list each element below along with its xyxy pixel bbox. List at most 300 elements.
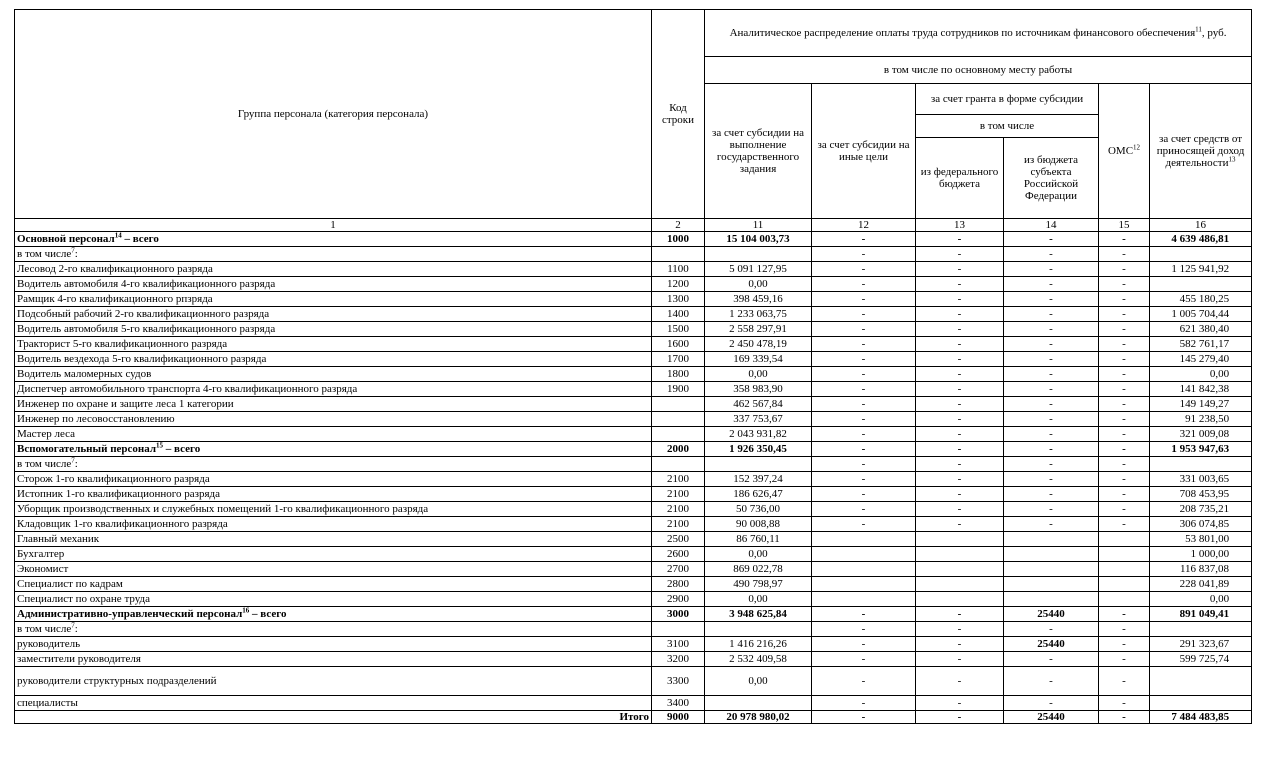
table-row [15, 382, 1252, 397]
row-name: в том числе$^7$: [15, 457, 652, 472]
row-c15: - [1099, 696, 1150, 711]
row-c16: 0,00 [1150, 592, 1252, 607]
row-c14: - [1004, 487, 1099, 502]
row-c15: - [1099, 652, 1150, 667]
col-number: 2 [652, 219, 705, 232]
row-c15: - [1099, 487, 1150, 502]
row-c14: - [1004, 517, 1099, 532]
row-c11: 0,00 [705, 277, 812, 292]
row-code: 2100 [652, 487, 705, 502]
table-row [15, 622, 1252, 637]
row-c12: - [812, 622, 916, 637]
row-c14: - [1004, 502, 1099, 517]
row-c12: - [812, 502, 916, 517]
row-c12: - [812, 382, 916, 397]
row-c14: - [1004, 397, 1099, 412]
row-name: Вспомогательный персонал$^{15}$ – всего [15, 442, 652, 457]
row-c14: - [1004, 367, 1099, 382]
row-c16: 455 180,25 [1150, 292, 1252, 307]
table-row [15, 472, 1252, 487]
row-c11: 2 558 297,91 [705, 322, 812, 337]
row-c14: 25440 [1004, 607, 1099, 622]
row-c14 [1004, 532, 1099, 547]
header-grant-incl: в том числе [916, 115, 1099, 138]
row-c11: 0,00 [705, 547, 812, 562]
row-c15: - [1099, 307, 1150, 322]
row-code: 2500 [652, 532, 705, 547]
row-c14 [1004, 577, 1099, 592]
row-c16: 1 125 941,92 [1150, 262, 1252, 277]
row-name: Водитель автомобиля 4-го квалификационного разряда [15, 277, 652, 292]
row-c12 [812, 547, 916, 562]
table-row [15, 502, 1252, 517]
row-c16: 116 837,08 [1150, 562, 1252, 577]
row-c15: - [1099, 247, 1150, 262]
row-c13 [916, 532, 1004, 547]
row-code: 1600 [652, 337, 705, 352]
table-row [15, 637, 1252, 652]
row-c13: - [916, 307, 1004, 322]
row-c11: 1 926 350,45 [705, 442, 812, 457]
row-c11: 0,00 [705, 367, 812, 382]
table-row [15, 247, 1252, 262]
row-c13: - [916, 247, 1004, 262]
row-c16 [1150, 696, 1252, 711]
row-c15: - [1099, 277, 1150, 292]
col-number: 12 [812, 219, 916, 232]
row-c12: - [812, 637, 916, 652]
row-c14: - [1004, 442, 1099, 457]
row-c14: - [1004, 277, 1099, 292]
table-row [15, 442, 1252, 457]
row-c15: - [1099, 442, 1150, 457]
row-name: в том числе$^7$: [15, 247, 652, 262]
row-c14: - [1004, 696, 1099, 711]
row-name: Лесовод 2-го квалификационного разряда [15, 262, 652, 277]
row-c13: - [916, 607, 1004, 622]
row-c14: - [1004, 472, 1099, 487]
row-name: Подсобный рабочий 2-го квалификационного разряда [15, 307, 652, 322]
row-c16: 141 842,38 [1150, 382, 1252, 397]
row-code: 3200 [652, 652, 705, 667]
row-c16: 228 041,89 [1150, 577, 1252, 592]
table-row [15, 412, 1252, 427]
row-c12: - [812, 442, 916, 457]
total-c13: - [916, 711, 1004, 724]
column-numbers-row [15, 219, 1252, 232]
total-label: Итого [15, 711, 652, 724]
row-c15 [1099, 577, 1150, 592]
row-name: Главный механик [15, 532, 652, 547]
row-c14: - [1004, 622, 1099, 637]
row-c11: 398 459,16 [705, 292, 812, 307]
row-name: Инженер по лесовосстановлению [15, 412, 652, 427]
row-code [652, 397, 705, 412]
row-c11 [705, 457, 812, 472]
row-c12: - [812, 337, 916, 352]
row-c14: - [1004, 382, 1099, 397]
row-c12: - [812, 352, 916, 367]
row-code: 3400 [652, 696, 705, 711]
row-code: 2900 [652, 592, 705, 607]
row-code: 1300 [652, 292, 705, 307]
row-name: Водитель автомобиля 5-го квалификационного разряда [15, 322, 652, 337]
row-c15: - [1099, 397, 1150, 412]
table-row [15, 652, 1252, 667]
row-c15: - [1099, 367, 1150, 382]
row-c12 [812, 562, 916, 577]
table-row [15, 352, 1252, 367]
row-c16: 306 074,85 [1150, 517, 1252, 532]
table-row [15, 562, 1252, 577]
row-c16: 145 279,40 [1150, 352, 1252, 367]
row-name: Уборщик производственных и служебных помещений 1-го квалификационного разряда [15, 502, 652, 517]
row-c14: 25440 [1004, 637, 1099, 652]
row-name: руководители структурных подразделений [15, 667, 652, 696]
row-c12: - [812, 262, 916, 277]
row-code [652, 247, 705, 262]
row-c16 [1150, 277, 1252, 292]
row-c13: - [916, 667, 1004, 696]
row-c12: - [812, 277, 916, 292]
table-row [15, 517, 1252, 532]
row-c11: 490 798,97 [705, 577, 812, 592]
row-c15: - [1099, 292, 1150, 307]
row-c12: - [812, 472, 916, 487]
total-c11: 20 978 980,02 [705, 711, 812, 724]
row-name: Водитель вездехода 5-го квалификационного разряда [15, 352, 652, 367]
row-c14: - [1004, 307, 1099, 322]
row-c14: - [1004, 262, 1099, 277]
row-name: Водитель маломерных судов [15, 367, 652, 382]
row-c13 [916, 562, 1004, 577]
row-c16: 321 009,08 [1150, 427, 1252, 442]
row-code [652, 622, 705, 637]
row-c12: - [812, 457, 916, 472]
row-c16 [1150, 622, 1252, 637]
row-name: Кладовщик 1-го квалификационного разряда [15, 517, 652, 532]
row-name: Тракторист 5-го квалификационного разряда [15, 337, 652, 352]
row-c11: 90 008,88 [705, 517, 812, 532]
row-c12 [812, 577, 916, 592]
row-c11 [705, 696, 812, 711]
row-c12: - [812, 412, 916, 427]
col-number: 15 [1099, 219, 1150, 232]
row-c15 [1099, 532, 1150, 547]
table-row [15, 307, 1252, 322]
row-c15: - [1099, 517, 1150, 532]
row-code: 2100 [652, 517, 705, 532]
header-analytic: Аналитическое распределение оплаты труда сотрудников по источникам финансового обеспечения$^{11}$, руб. [705, 10, 1252, 57]
row-code: 2100 [652, 502, 705, 517]
table-row [15, 457, 1252, 472]
row-c14 [1004, 592, 1099, 607]
row-c14 [1004, 562, 1099, 577]
row-code: 1800 [652, 367, 705, 382]
row-c16: 582 761,17 [1150, 337, 1252, 352]
row-c11: 50 736,00 [705, 502, 812, 517]
row-c13: - [916, 652, 1004, 667]
row-c12: - [812, 367, 916, 382]
row-c11: 1 233 063,75 [705, 307, 812, 322]
row-c16: 4 639 486,81 [1150, 232, 1252, 247]
row-c15: - [1099, 637, 1150, 652]
row-c11: 15 104 003,73 [705, 232, 812, 247]
row-c13 [916, 592, 1004, 607]
col-number: 16 [1150, 219, 1252, 232]
total-code: 9000 [652, 711, 705, 724]
row-c16: 1 005 704,44 [1150, 307, 1252, 322]
row-c13: - [916, 622, 1004, 637]
row-c11: 5 091 127,95 [705, 262, 812, 277]
row-code: 1500 [652, 322, 705, 337]
row-name: Истопник 1-го квалификационного разряда [15, 487, 652, 502]
row-c12: - [812, 247, 916, 262]
row-name: Административно-управленческий персонал$^{16}$ – всего [15, 607, 652, 622]
table-row [15, 592, 1252, 607]
row-c16 [1150, 667, 1252, 696]
row-c15: - [1099, 472, 1150, 487]
row-c13: - [916, 337, 1004, 352]
row-c14: - [1004, 412, 1099, 427]
total-c15: - [1099, 711, 1150, 724]
row-c12: - [812, 397, 916, 412]
row-code [652, 412, 705, 427]
row-name: руководитель [15, 637, 652, 652]
row-c15 [1099, 562, 1150, 577]
row-c12: - [812, 667, 916, 696]
row-code: 1900 [652, 382, 705, 397]
table-row [15, 696, 1252, 711]
row-c13 [916, 577, 1004, 592]
row-c11: 152 397,24 [705, 472, 812, 487]
header-col13: из федерального бюджета [916, 138, 1004, 219]
row-code: 1400 [652, 307, 705, 322]
row-c14: - [1004, 247, 1099, 262]
row-c16: 208 735,21 [1150, 502, 1252, 517]
row-code: 1700 [652, 352, 705, 367]
row-code: 3000 [652, 607, 705, 622]
row-c11: 1 416 216,26 [705, 637, 812, 652]
row-c16: 599 725,74 [1150, 652, 1252, 667]
row-c15: - [1099, 232, 1150, 247]
row-c15: - [1099, 667, 1150, 696]
header-grant: за счет гранта в форме субсидии [916, 84, 1099, 115]
row-c16: 891 049,41 [1150, 607, 1252, 622]
row-c12: - [812, 487, 916, 502]
row-c15: - [1099, 322, 1150, 337]
row-c13: - [916, 442, 1004, 457]
row-code: 2100 [652, 472, 705, 487]
total-c14: 25440 [1004, 711, 1099, 724]
row-c16: 0,00 [1150, 367, 1252, 382]
table-header [15, 10, 1252, 232]
row-c13: - [916, 457, 1004, 472]
row-c15: - [1099, 502, 1150, 517]
row-c12 [812, 592, 916, 607]
row-code: 2600 [652, 547, 705, 562]
row-c11: 358 983,90 [705, 382, 812, 397]
row-c16: 149 149,27 [1150, 397, 1252, 412]
row-name: Диспетчер автомобильного транспорта 4-го квалификационного разряда [15, 382, 652, 397]
row-code [652, 427, 705, 442]
row-name: Экономист [15, 562, 652, 577]
table-row [15, 367, 1252, 382]
row-name: в том числе$^7$: [15, 622, 652, 637]
row-c12: - [812, 696, 916, 711]
row-c15: - [1099, 412, 1150, 427]
row-c13: - [916, 262, 1004, 277]
row-c11: 169 339,54 [705, 352, 812, 367]
row-c16: 331 003,65 [1150, 472, 1252, 487]
row-c13 [916, 547, 1004, 562]
row-c11: 86 760,11 [705, 532, 812, 547]
col-number: 13 [916, 219, 1004, 232]
row-c11: 0,00 [705, 592, 812, 607]
row-c13: - [916, 322, 1004, 337]
row-c16: 1 000,00 [1150, 547, 1252, 562]
row-c15 [1099, 592, 1150, 607]
row-c13: - [916, 427, 1004, 442]
row-c13: - [916, 412, 1004, 427]
row-c13: - [916, 696, 1004, 711]
row-c13: - [916, 637, 1004, 652]
row-c16 [1150, 457, 1252, 472]
row-c15: - [1099, 427, 1150, 442]
row-c14: - [1004, 457, 1099, 472]
row-c15: - [1099, 622, 1150, 637]
row-c13: - [916, 397, 1004, 412]
row-c11: 337 753,67 [705, 412, 812, 427]
table-row [15, 277, 1252, 292]
row-code: 1000 [652, 232, 705, 247]
row-c13: - [916, 517, 1004, 532]
row-c15 [1099, 547, 1150, 562]
row-c16 [1150, 247, 1252, 262]
row-c16: 708 453,95 [1150, 487, 1252, 502]
table-row [15, 547, 1252, 562]
row-name: Рамщик 4-го квалификационного рпзряда [15, 292, 652, 307]
row-code [652, 457, 705, 472]
report-table-wrapper [14, 9, 1251, 724]
row-name: Инженер по охране и защите леса 1 категории [15, 397, 652, 412]
row-c13: - [916, 277, 1004, 292]
row-c15: - [1099, 352, 1150, 367]
row-c13: - [916, 232, 1004, 247]
row-c12: - [812, 652, 916, 667]
header-main-place: в том числе по основному месту работы [705, 57, 1252, 84]
row-c11: 2 043 931,82 [705, 427, 812, 442]
row-code: 3300 [652, 667, 705, 696]
row-c11: 0,00 [705, 667, 812, 696]
row-code: 3100 [652, 637, 705, 652]
row-name: Основной персонал$^{14}$ – всего [15, 232, 652, 247]
table-row [15, 292, 1252, 307]
row-c13: - [916, 352, 1004, 367]
table-row [15, 262, 1252, 277]
col-number: 1 [15, 219, 652, 232]
row-c16: 1 953 947,63 [1150, 442, 1252, 457]
row-code: 1200 [652, 277, 705, 292]
row-name: Специалист по кадрам [15, 577, 652, 592]
row-c12 [812, 532, 916, 547]
row-c13: - [916, 502, 1004, 517]
col-number: 14 [1004, 219, 1099, 232]
row-c14: - [1004, 667, 1099, 696]
row-c11 [705, 622, 812, 637]
row-name: заместители руководителя [15, 652, 652, 667]
row-c12: - [812, 292, 916, 307]
payroll-distribution-table [14, 9, 1252, 724]
row-code: 2700 [652, 562, 705, 577]
header-col15: ОМС$^{12}$ [1099, 84, 1150, 219]
total-c16: 7 484 483,85 [1150, 711, 1252, 724]
header-col14: из бюджета субъекта Российской Федерации [1004, 138, 1099, 219]
row-c13: - [916, 487, 1004, 502]
table-row [15, 232, 1252, 247]
row-c12: - [812, 517, 916, 532]
row-c14 [1004, 547, 1099, 562]
header-col12: за счет субсидии на иные цели [812, 84, 916, 219]
row-c15: - [1099, 382, 1150, 397]
row-c11 [705, 247, 812, 262]
header-col11: за счет субсидии на выполнение государственного задания [705, 84, 812, 219]
row-c13: - [916, 472, 1004, 487]
row-c12: - [812, 607, 916, 622]
row-c12: - [812, 307, 916, 322]
row-c15: - [1099, 607, 1150, 622]
row-code: 2800 [652, 577, 705, 592]
row-name: Мастер леса [15, 427, 652, 442]
row-name: Специалист по охране труда [15, 592, 652, 607]
header-group: Группа персонала (категория персонала) [15, 10, 652, 219]
header-code: Код строки [652, 10, 705, 219]
row-c15: - [1099, 262, 1150, 277]
table-row [15, 577, 1252, 592]
row-c14: - [1004, 232, 1099, 247]
row-c16: 621 380,40 [1150, 322, 1252, 337]
row-c15: - [1099, 457, 1150, 472]
table-row [15, 427, 1252, 442]
row-name: специалисты [15, 696, 652, 711]
row-c12: - [812, 322, 916, 337]
row-c11: 3 948 625,84 [705, 607, 812, 622]
row-c15: - [1099, 337, 1150, 352]
row-c11: 462 567,84 [705, 397, 812, 412]
row-c12: - [812, 232, 916, 247]
table-row [15, 397, 1252, 412]
row-c14: - [1004, 352, 1099, 367]
table-row [15, 532, 1252, 547]
row-name: Сторож 1-го квалификационного разряда [15, 472, 652, 487]
table-row [15, 487, 1252, 502]
row-c12: - [812, 427, 916, 442]
row-c14: - [1004, 292, 1099, 307]
row-c14: - [1004, 337, 1099, 352]
total-row [15, 711, 1252, 724]
table-body [15, 232, 1252, 711]
total-c12: - [812, 711, 916, 724]
row-c11: 186 626,47 [705, 487, 812, 502]
header-col16: за счет средств от приносящей доход деятельности$^{13}$ [1150, 84, 1252, 219]
table-row [15, 607, 1252, 622]
row-c16: 91 238,50 [1150, 412, 1252, 427]
table-row [15, 322, 1252, 337]
row-name: Бухгалтер [15, 547, 652, 562]
row-c16: 291 323,67 [1150, 637, 1252, 652]
row-c14: - [1004, 652, 1099, 667]
col-number: 11 [705, 219, 812, 232]
